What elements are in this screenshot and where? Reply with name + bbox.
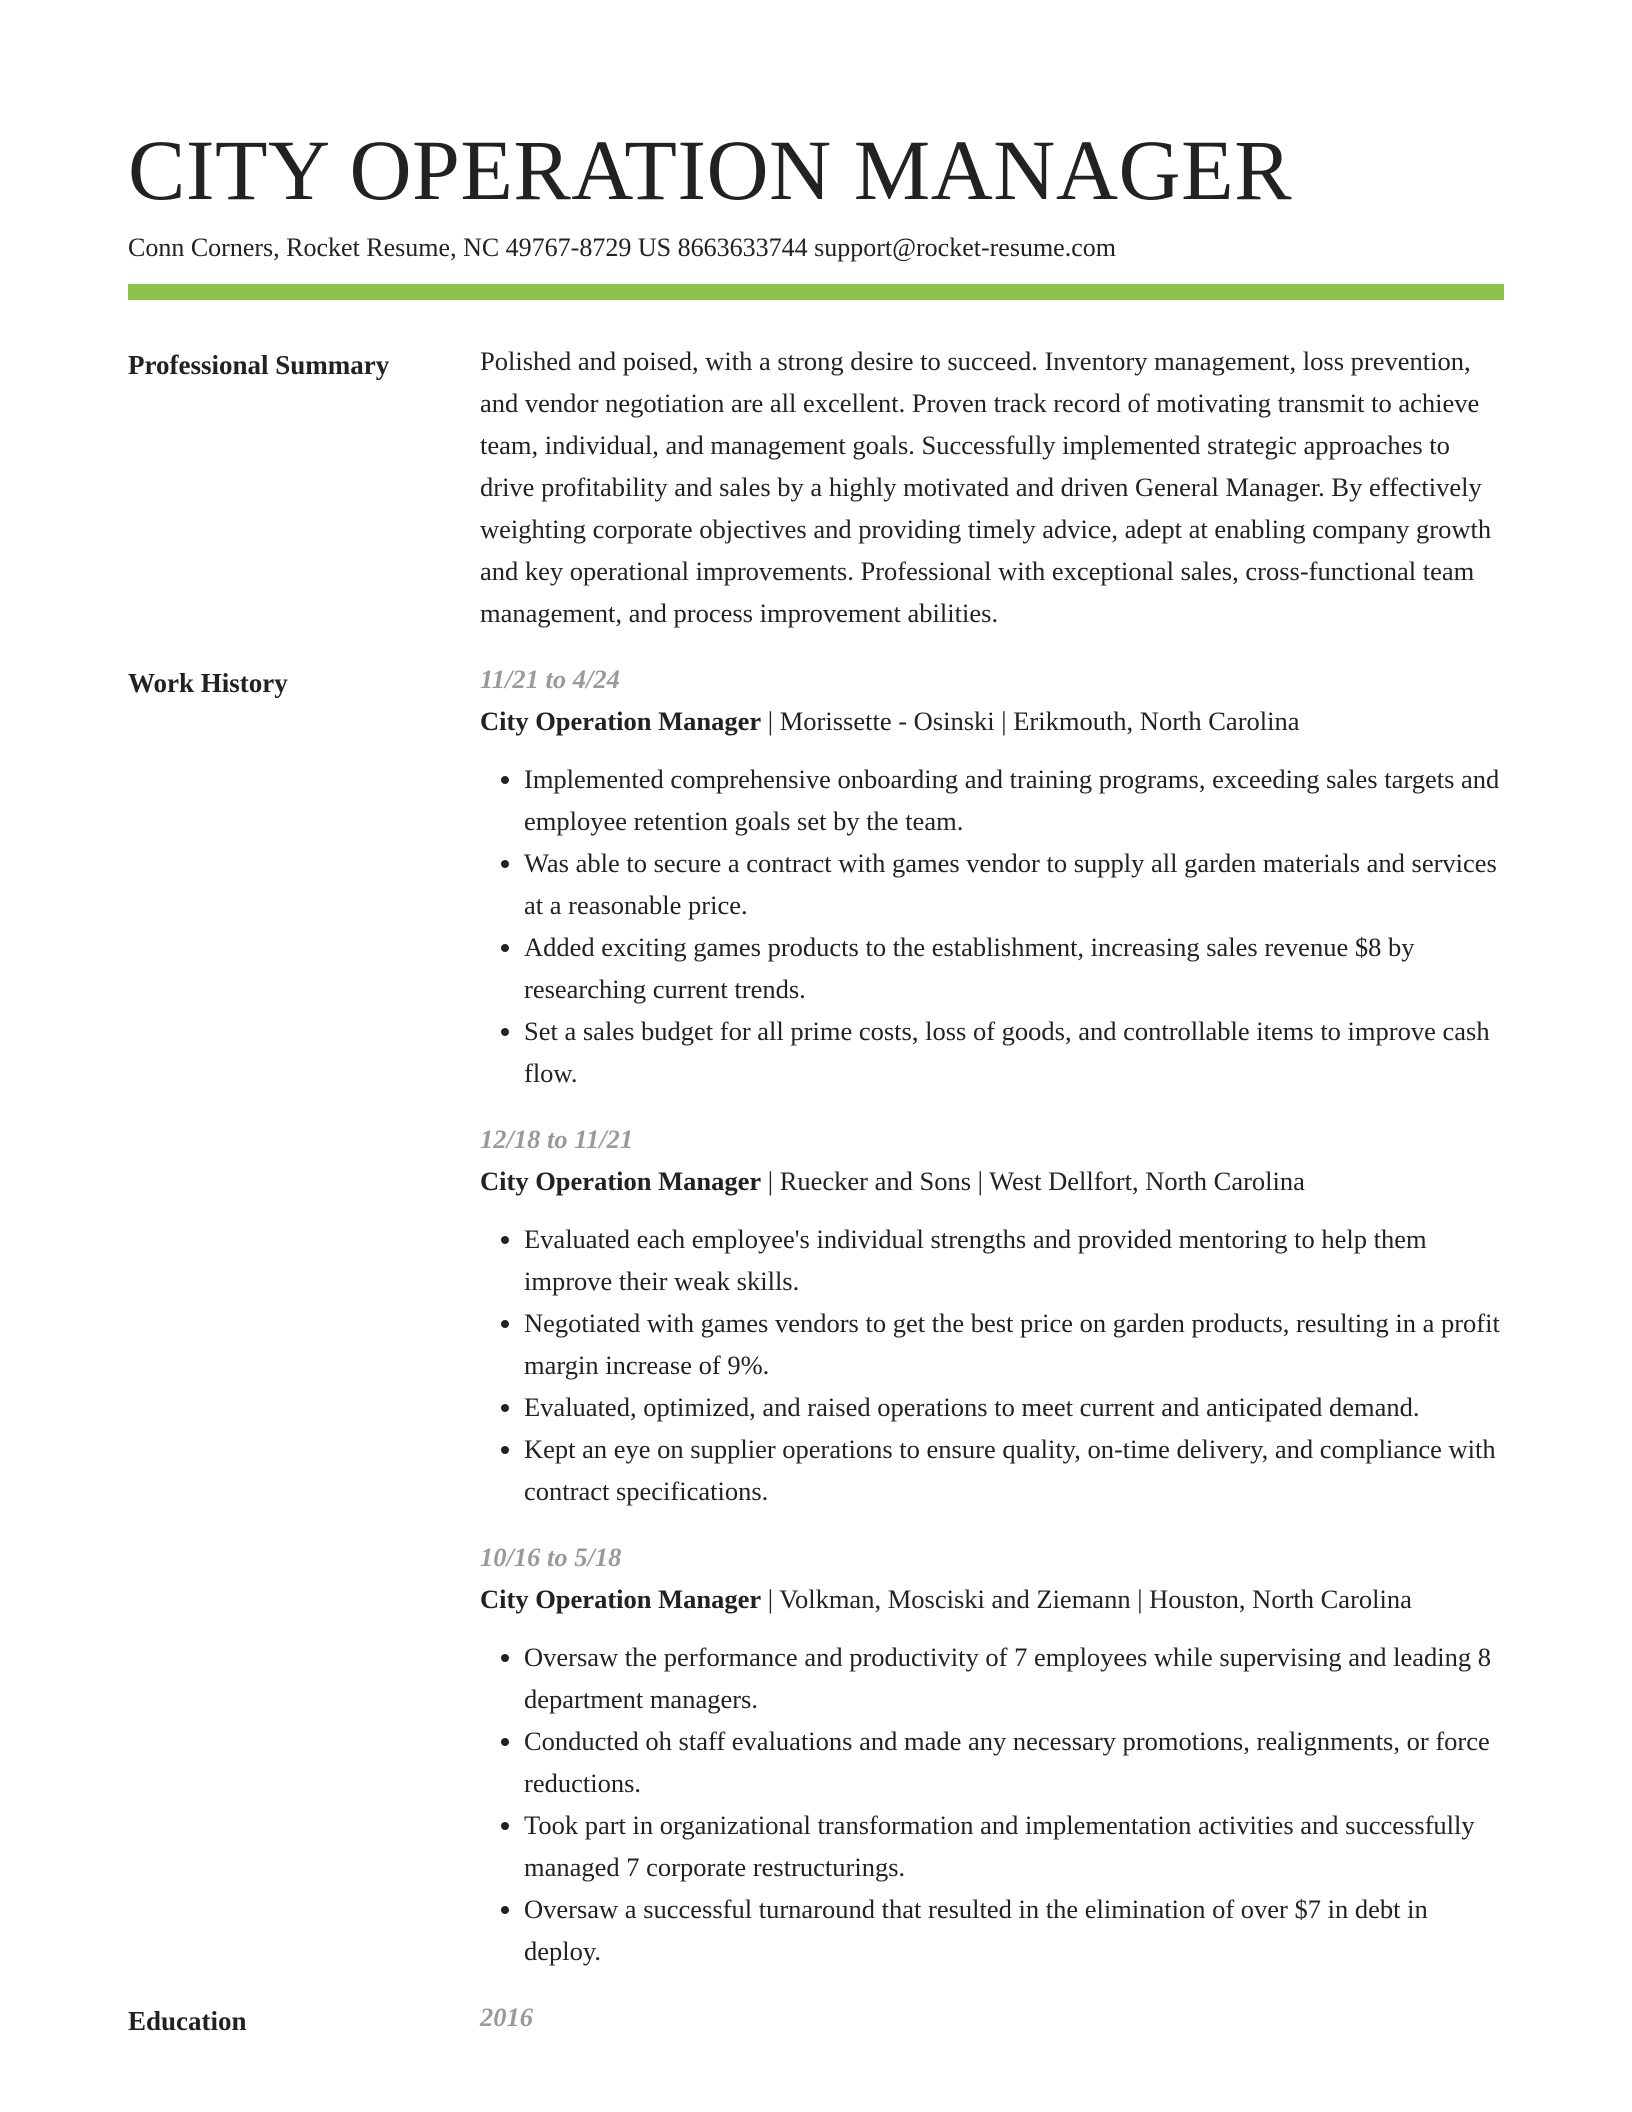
- job-bullet: • Negotiated with games vendors to get the best price on garden products, resulting in a profit margin increase of 9%.: [524, 1302, 1504, 1386]
- work-history-heading: Work History: [128, 668, 288, 698]
- job-title: City Operation Manager: [480, 706, 762, 736]
- education-section: [128, 2002, 1504, 2042]
- job-bullets: [480, 758, 1504, 1094]
- job-details: | Volkman, Mosciski and Ziemann | Houston, North Carolina: [761, 1584, 1412, 1614]
- summary-text: Polished and poised, with a strong desire to succeed. Inventory management, loss prevention, and vendor negotiation are all excellent. Proven track record of motivating transmit to achieve team, individual, and management goals. Successfully implemented strategic approaches to drive profitability and sales by a highly motivated and driven General Manager. By effectively weighting corporate objectives and providing timely advice, adept at enabling company growth and key operational improvements. Professional with exceptional sales, cross-functional team management, and process improvement abilities.: [480, 346, 1492, 628]
- resume-page: [128, 120, 1504, 2042]
- job-entry: [480, 658, 1504, 1094]
- job-title-line: [480, 700, 1504, 742]
- education-date: 2016: [480, 2002, 533, 2032]
- header-divider: [128, 284, 1504, 300]
- job-bullet: • Set a sales budget for all prime costs, loss of goods, and controllable items to improve cash flow.: [524, 1010, 1504, 1094]
- job-bullet: • Was able to secure a contract with games vendor to supply all garden materials and services at a reasonable price.: [524, 842, 1504, 926]
- job-bullet: • Implemented comprehensive onboarding and training programs, exceeding sales targets and employee retention goals set by the team.: [524, 758, 1504, 842]
- job-bullet: • Oversaw a successful turnaround that resulted in the elimination of over $7 in debt in deploy.: [524, 1888, 1504, 1972]
- job-bullet: • Evaluated each employee's individual strengths and provided mentoring to help them improve their weak skills.: [524, 1218, 1504, 1302]
- job-title-line: [480, 1160, 1504, 1202]
- resume-title: CITY OPERATION MANAGER: [128, 122, 1293, 218]
- work-history-section: [128, 664, 1504, 1972]
- job-dates: 11/21 to 4/24: [480, 664, 620, 694]
- job-title-line: [480, 1578, 1504, 1620]
- education-heading: Education: [128, 2006, 247, 2036]
- job-bullet: • Took part in organizational transformation and implementation activities and successfully managed 7 corporate restructurings.: [524, 1804, 1504, 1888]
- job-title: City Operation Manager: [480, 1166, 762, 1196]
- job-bullet: • Added exciting games products to the establishment, increasing sales revenue $8 by researching current trends.: [524, 926, 1504, 1010]
- job-dates: 10/16 to 5/18: [480, 1542, 622, 1572]
- job-details: | Morissette - Osinski | Erikmouth, North Carolina: [761, 706, 1300, 736]
- job-title: City Operation Manager: [480, 1584, 762, 1614]
- job-entry: [480, 1118, 1504, 1512]
- contact-line: Conn Corners, Rocket Resume, NC 49767-8729 US 8663633744 support@rocket-resume.com: [128, 233, 1116, 262]
- job-bullets: [480, 1218, 1504, 1512]
- job-bullet: • Kept an eye on supplier operations to ensure quality, on-time delivery, and compliance with contract specifications.: [524, 1428, 1504, 1512]
- job-bullet: • Oversaw the performance and productivity of 7 employees while supervising and leading 8 department managers.: [524, 1636, 1504, 1720]
- job-entry: [480, 1536, 1504, 1972]
- job-bullet: • Conducted oh staff evaluations and made any necessary promotions, realignments, or force reductions.: [524, 1720, 1504, 1804]
- job-details: | Ruecker and Sons | West Dellfort, North Carolina: [761, 1166, 1305, 1196]
- job-bullets: [480, 1636, 1504, 1972]
- job-dates: 12/18 to 11/21: [480, 1124, 634, 1154]
- summary-heading: Professional Summary: [128, 350, 390, 380]
- job-bullet: • Evaluated, optimized, and raised operations to meet current and anticipated demand.: [524, 1386, 1504, 1428]
- summary-section: [128, 346, 1504, 634]
